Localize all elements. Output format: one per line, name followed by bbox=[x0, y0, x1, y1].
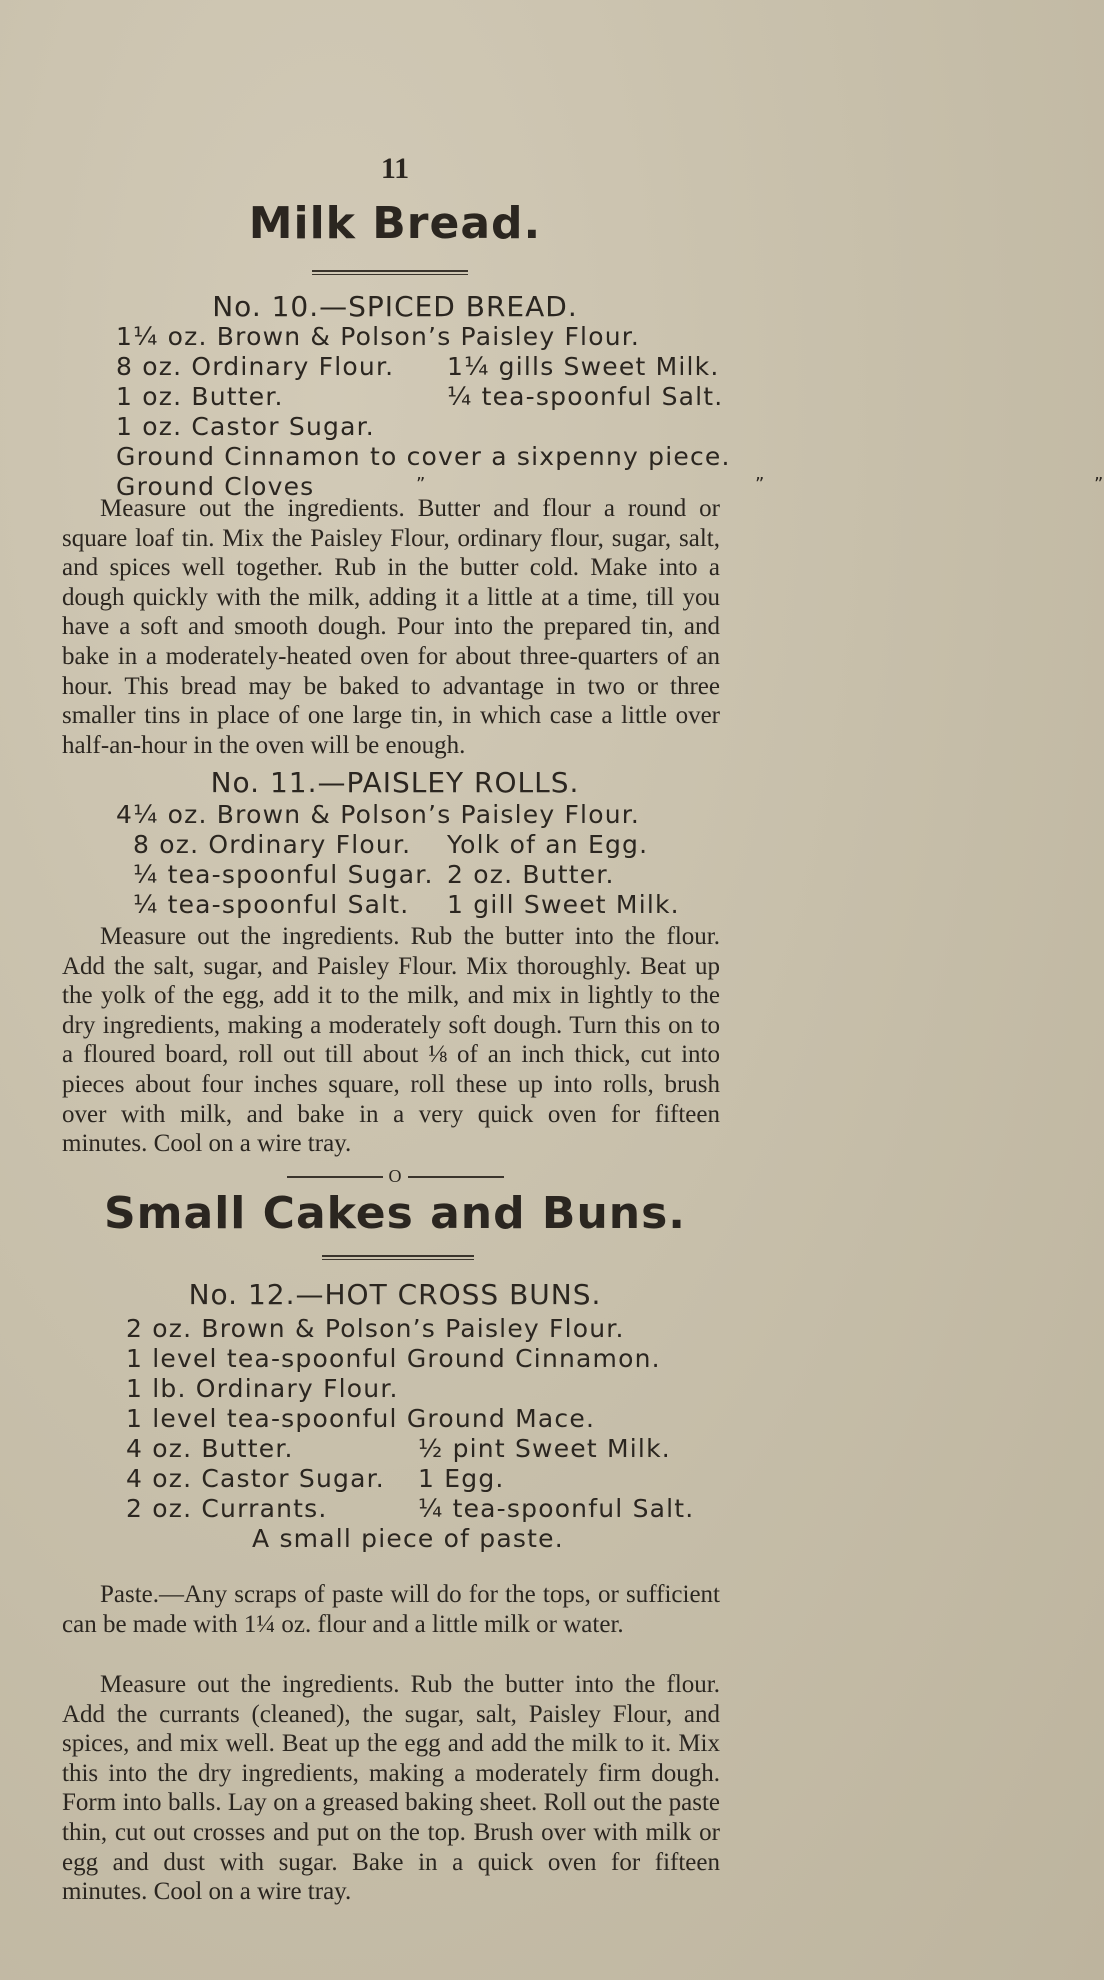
method-paragraph bbox=[62, 922, 720, 1159]
ingredient: A small piece of paste. bbox=[252, 1524, 564, 1553]
recipe-heading-paisley-rolls: No. 11.—PAISLEY ROLLS. bbox=[210, 766, 580, 799]
paste-note bbox=[62, 1580, 720, 1639]
ingredient: 8 oz. Ordinary Flour. bbox=[133, 830, 412, 859]
method-text: Measure out the ingredients. Rub the butter into the flour. Add the currants (cleaned), the sugar, salt, Paisley Flour, and spices, and mix well. Beat up the egg and add the milk to it. Mix this into the dry ingredients, making a moderately firm dough. Form into balls. Lay on a greased baking sheet. Roll out the paste thin, cut out crosses and put on the top. Brush over with milk or egg and dust with sugar. Bake in a quick oven for fifteen minutes. Cool on a wire tray. bbox=[62, 1671, 720, 1906]
ingredient: Ground Cloves bbox=[116, 472, 315, 501]
page-number: 11 bbox=[380, 152, 410, 185]
ingredient: 2 oz. Brown & Polson’s Paisley Flour. bbox=[126, 1314, 625, 1343]
ingredient: ¼ tea-spoonful Salt. bbox=[133, 890, 410, 919]
ingredient: ¼ tea-spoonful Sugar. bbox=[133, 860, 434, 889]
recipe-heading-spiced-bread: No. 10.—SPICED BREAD. bbox=[212, 290, 578, 323]
title-underline bbox=[322, 1255, 474, 1260]
ingredient: 1 Egg. bbox=[418, 1464, 505, 1493]
ingredient: 8 oz. Ordinary Flour. bbox=[116, 352, 395, 381]
section-title-small-cakes: Small Cakes and Buns. bbox=[103, 1188, 687, 1239]
section-title-milk-bread: Milk Bread. bbox=[248, 198, 542, 249]
recipe-heading-hot-cross-buns: No. 12.—HOT CROSS BUNS. bbox=[188, 1278, 602, 1311]
ingredient: 1 oz. Butter. bbox=[116, 382, 284, 411]
title-underline bbox=[312, 270, 468, 275]
ingredient: 1 gill Sweet Milk. bbox=[447, 890, 680, 919]
ingredient: 2 oz. Currants. bbox=[126, 1494, 328, 1523]
divider-line bbox=[287, 1176, 383, 1178]
ingredient: 4¼ oz. Brown & Polson’s Paisley Flour. bbox=[116, 800, 641, 829]
ornamental-divider bbox=[0, 1166, 790, 1187]
ingredient: 1¼ oz. Brown & Polson’s Paisley Flour. bbox=[116, 322, 641, 351]
ingredient: ¼ tea-spoonful Salt. bbox=[447, 382, 724, 411]
ingredient: 1 oz. Castor Sugar. bbox=[116, 412, 375, 441]
method-text: Measure out the ingredients. Butter and flour a round or square loaf tin. Mix the Paisley Flour, ordinary flour, sugar, salt, and spices well together. Rub in the butter cold. Make into a dough quickly with the milk, adding it a little at a time, till you have a soft and smooth dough. Pour into the prepared tin, and bake in a moderately-heated oven for about three-quarters of an hour. This bread may be baked to advantage in two or three smaller tins in place of one large tin, in which case a little over half-an-hour in the oven will be enough. bbox=[62, 495, 720, 759]
ditto-marks: ” ” ” bbox=[416, 474, 1104, 495]
ingredient: 1 level tea-spoonful Ground Mace. bbox=[126, 1404, 596, 1433]
ingredient: ¼ tea-spoonful Salt. bbox=[418, 1494, 695, 1523]
ingredient: Ground Cinnamon to cover a sixpenny piece. bbox=[116, 442, 731, 471]
divider-line bbox=[408, 1176, 504, 1178]
ingredient: 4 oz. Castor Sugar. bbox=[126, 1464, 385, 1493]
paste-note-text: Paste.—Any scraps of paste will do for the tops, or sufficient can be made with 1¼ oz. flour and a little milk or water. bbox=[62, 1581, 720, 1638]
ingredient: 1¼ gills Sweet Milk. bbox=[447, 352, 720, 381]
ingredient: ½ pint Sweet Milk. bbox=[418, 1434, 671, 1463]
ingredient: 2 oz. Butter. bbox=[447, 860, 615, 889]
ingredient: 4 oz. Butter. bbox=[126, 1434, 294, 1463]
ingredient: 1 level tea-spoonful Ground Cinnamon. bbox=[126, 1344, 661, 1373]
ingredient: Yolk of an Egg. bbox=[447, 830, 649, 859]
divider-ornament: O bbox=[388, 1166, 402, 1186]
method-paragraph bbox=[62, 1670, 720, 1907]
method-paragraph bbox=[62, 494, 720, 760]
method-text: Measure out the ingredients. Rub the butter into the flour. Add the salt, sugar, and Paisley Flour. Mix thoroughly. Beat up the yolk of the egg, add it to the milk, and mix in lightly to the dry ingredients, making a moderately soft dough. Turn this on to a floured board, roll out till about ⅛ of an inch thick, cut into pieces about four inches square, roll these up into rolls, brush over with milk, and bake in a very quick oven for fifteen minutes. Cool on a wire tray. bbox=[62, 923, 720, 1158]
ingredient: 1 lb. Ordinary Flour. bbox=[126, 1374, 399, 1403]
